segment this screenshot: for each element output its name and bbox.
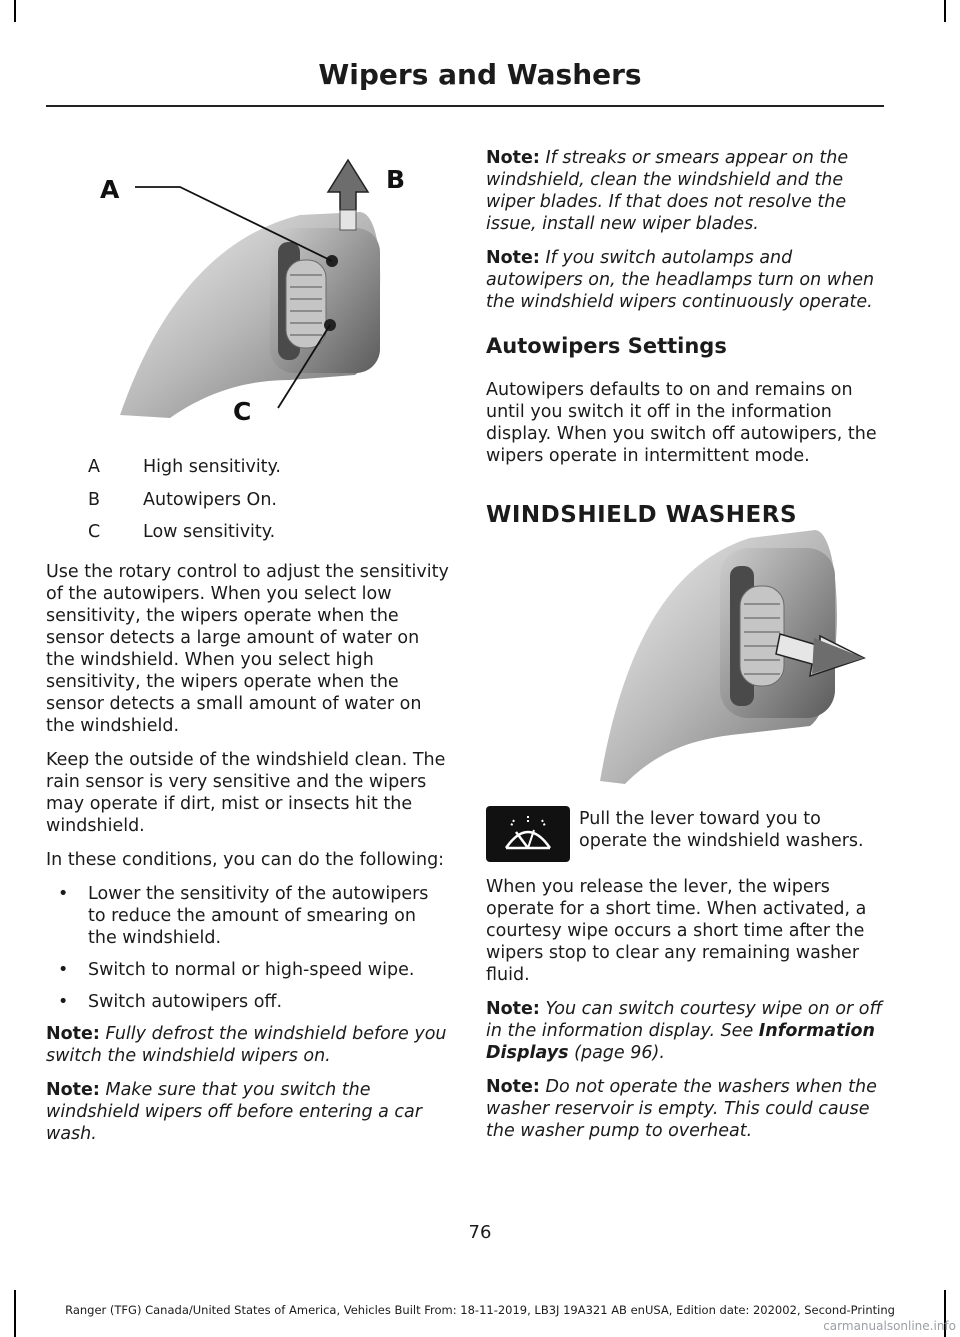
right-column [486,147,886,529]
note-courtesy-wipe [486,998,886,1064]
note-label: Note: [486,999,540,1019]
autowipers-settings-paragraph: Autowipers defaults to on and remains on until you switch it off in the information display. When you switch off autowipers, the wipers operate in intermittent mode. [486,380,877,466]
note-label: Note: [46,1080,100,1100]
wiper-lever-figure [100,150,450,425]
windshield-washer-icon [486,806,570,862]
note-defrost [46,1023,450,1067]
callout-label-b: B [386,165,406,194]
note-text: Do not operate the washers when the washer reservoir is empty. This could cause the washer pump to overheat. [486,1077,877,1141]
conditions-list [46,883,450,1013]
legend-letter: C [88,522,101,542]
note-text: Make sure that you switch the windshield wipers off before entering a car wash. [46,1080,422,1144]
note-label: Note: [46,1024,100,1044]
note-text: (page 96). [574,1043,665,1063]
watermark: carmanualsonline.info [823,1319,956,1333]
list-item: • Switch autowipers off. [46,991,450,1013]
legend-letter: A [88,457,100,477]
note-label: Note: [486,1077,540,1097]
note-reservoir [486,1076,886,1142]
left-column [46,561,450,1157]
crop-mark [14,0,16,22]
rain-sensor-paragraph: Keep the outside of the windshield clean. The rain sensor is very sensitive and the wipers may operate if dirt, mist or insects hit the windshield. [46,750,446,836]
callout-label-a: A [100,175,120,204]
note-streaks [486,147,886,235]
release-paragraph: When you release the lever, the wipers operate for a short time. When activated, a courtesy wipe occurs a short time after the wipers stop to clear any remaining washer fluid. [486,877,867,985]
washer-lever-figure [600,526,890,788]
note-autolamps [486,247,886,313]
list-item: • Switch to normal or high-speed wipe. [46,959,450,981]
right-column-lower [486,876,886,1154]
list-item: • Lower the sensitivity of the autowipers to reduce the amount of smearing on the windshield. [46,883,450,949]
note-label: Note: [486,248,540,268]
crop-mark [944,0,946,22]
note-text: If streaks or smears appear on the windshield, clean the windshield and the wiper blades. If that does not resolve the issue, install new wiper blades. [486,148,849,234]
note-text: Fully defrost the windshield before you switch the windshield wipers on. [46,1024,447,1066]
note-text: If you switch autolamps and autowipers on, the headlamps turn on when the windshield wipers continuously operate. [486,248,875,312]
note-text: You can switch courtesy wipe on or off in the information display. See [486,999,883,1041]
autowipers-settings-heading: Autowipers Settings [486,334,727,358]
page-number: 76 [468,1222,492,1243]
page-title: Wipers and Washers [318,58,642,91]
legend-letter: B [88,490,101,510]
header-rule [46,105,884,107]
legend-text: Low sensitivity. [143,522,276,542]
note-label: Note: [486,148,540,168]
callout-label-c: C [233,397,252,425]
information-displays-link[interactable]: Information Displays [486,1021,875,1063]
footer-text: Ranger (TFG) Canada/United States of America, Vehicles Built From: 18-11-2019, LB3J 19A321 AB enUSA, Edition date: 202002, Second-Printing [65,1303,895,1317]
legend-text: High sensitivity. [143,457,281,477]
conditions-paragraph: In these conditions, you can do the following: [46,850,445,870]
icon-caption [579,808,879,864]
legend-text: Autowipers On. [143,490,277,510]
windshield-washers-heading: WINDSHIELD WASHERS [486,502,798,528]
sensitivity-paragraph: Use the rotary control to adjust the sensitivity of the autowipers. When you select low sensitivity, the wipers operate when the sensor detects a large amount of water on the windshield. When you select high sensitivity, the wipers operate when the sensor detects a small amount of water on the windshield. [46,562,449,736]
note-car-wash [46,1079,450,1145]
icon-caption-text: Pull the lever toward you to operate the windshield washers. [579,809,864,851]
